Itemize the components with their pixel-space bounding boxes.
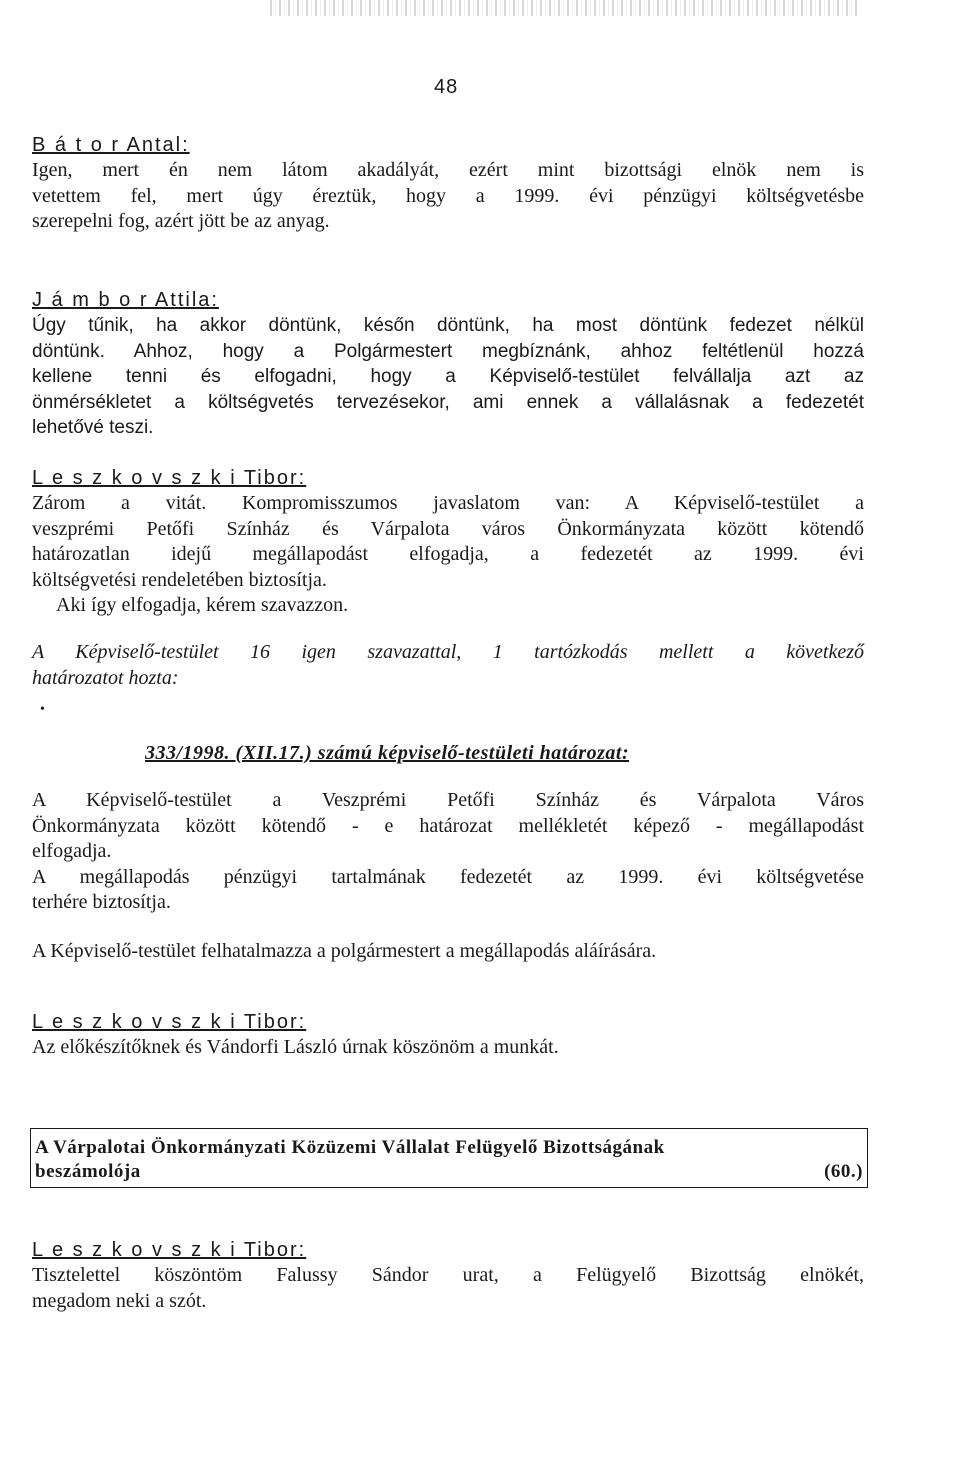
speaker-name: J á m b o r Attila:: [32, 289, 219, 311]
speech-line: veszprémi Petőfi Színház és Várpalota város Önkormányzata között kötendő: [32, 517, 864, 540]
speech-line: Igen, mert én nem látom akadályát, ezért mint bizottsági elnök nem is: [32, 159, 864, 181]
speech-line: Aki így elfogadja, kérem szavazzon.: [56, 594, 349, 616]
speaker-name: L e s z k o v s z k i Tibor:: [32, 1239, 307, 1261]
resolution-line: A Képviselő-testület felhatalmazza a polgármestert a megállapodás aláírására.: [32, 939, 657, 962]
speech-line: költségvetési rendeletében biztosítja.: [32, 568, 327, 591]
speech-line: döntünk. Ahhoz, hogy a Polgármestert megbíznánk, ahhoz feltétlenül hozzá: [32, 340, 864, 362]
resolution-body: [32, 788, 864, 964]
speech-line: Tisztelettel köszöntöm Falussy Sándor urat, a Felügyelő Bizottság elnökét,: [32, 1264, 864, 1286]
speech-line: Úgy tűnik, ha akkor döntünk, későn döntünk, ha most döntünk fedezet nélkül: [32, 315, 864, 336]
speech-line: határozatlan idejű megállapodást elfogadja, a fedezetét az 1999. évi: [32, 543, 864, 565]
speech-line: önmérsékletet a költségvetés tervezésekor, ami ennek a vállalásnak a fedezetét: [32, 391, 864, 413]
speech-line: lehetővé teszi.: [32, 417, 154, 438]
speech-bator-antal: [32, 133, 864, 235]
resolution-line: A megállapodás pénzügyi tartalmának fedezetét az 1999. évi költségvetése: [32, 865, 864, 888]
speech-leszkovszki-tibor-3: [32, 1238, 864, 1314]
speech-line: megadom neki a szót.: [32, 1289, 207, 1312]
speech-line: vetettem fel, mert úgy éreztük, hogy a 1999. évi pénzügyi költségvetésbe: [32, 184, 864, 207]
speaker-name: B á t o r Antal:: [32, 134, 190, 156]
agenda-title-line: A Várpalotai Önkormányzati Közüzemi Vállalat Felügyelő Bizottságának: [35, 1137, 665, 1158]
speech-line: szerepelni fog, azért jött be az anyag.: [32, 210, 330, 232]
agenda-item-box: [30, 1128, 868, 1188]
speech-jambor-attila: [32, 288, 864, 441]
speech-leszkovszki-tibor-1: [32, 466, 864, 619]
resolution-title: 333/1998. (XII.17.) számú képviselő-testületi határozat:: [145, 742, 630, 764]
speech-leszkovszki-tibor-2: [32, 1010, 864, 1061]
agenda-number: (60.): [824, 1161, 863, 1182]
speech-line: Az előkészítőknek és Vándorfi László úrnak köszönöm a munkát.: [32, 1036, 559, 1058]
page-number: 48: [434, 76, 459, 98]
speaker-name: L e s z k o v s z k i Tibor:: [32, 1011, 307, 1033]
vote-line: határozatot hozta:: [32, 666, 179, 689]
vote-result: [32, 640, 864, 691]
agenda-title-end: beszámolója: [35, 1161, 141, 1182]
resolution-line: elfogadja.: [32, 840, 112, 862]
speaker-name: L e s z k o v s z k i Tibor:: [32, 467, 307, 489]
resolution-line: A Képviselő-testület a Veszprémi Petőfi Színház és Várpalota Város: [32, 789, 864, 811]
vote-line: A Képviselő-testület 16 igen szavazattal, 1 tartózkodás mellett a következő: [32, 641, 864, 663]
scan-noise: [270, 0, 860, 16]
speech-line: Zárom a vitát. Kompromisszumos javaslatom van: A Képviselő-testület a: [32, 492, 864, 514]
resolution-line: terhére biztosítja.: [32, 891, 171, 913]
bullet-mark: •: [40, 702, 45, 717]
speech-line: kellene tenni és elfogadni, hogy a Képviselő-testület felvállalja azt az: [32, 366, 864, 387]
resolution-line: Önkormányzata között kötendő - e határozat mellékletét képező - megállapodást: [32, 814, 864, 837]
agenda-title-line-2: [35, 1161, 863, 1183]
